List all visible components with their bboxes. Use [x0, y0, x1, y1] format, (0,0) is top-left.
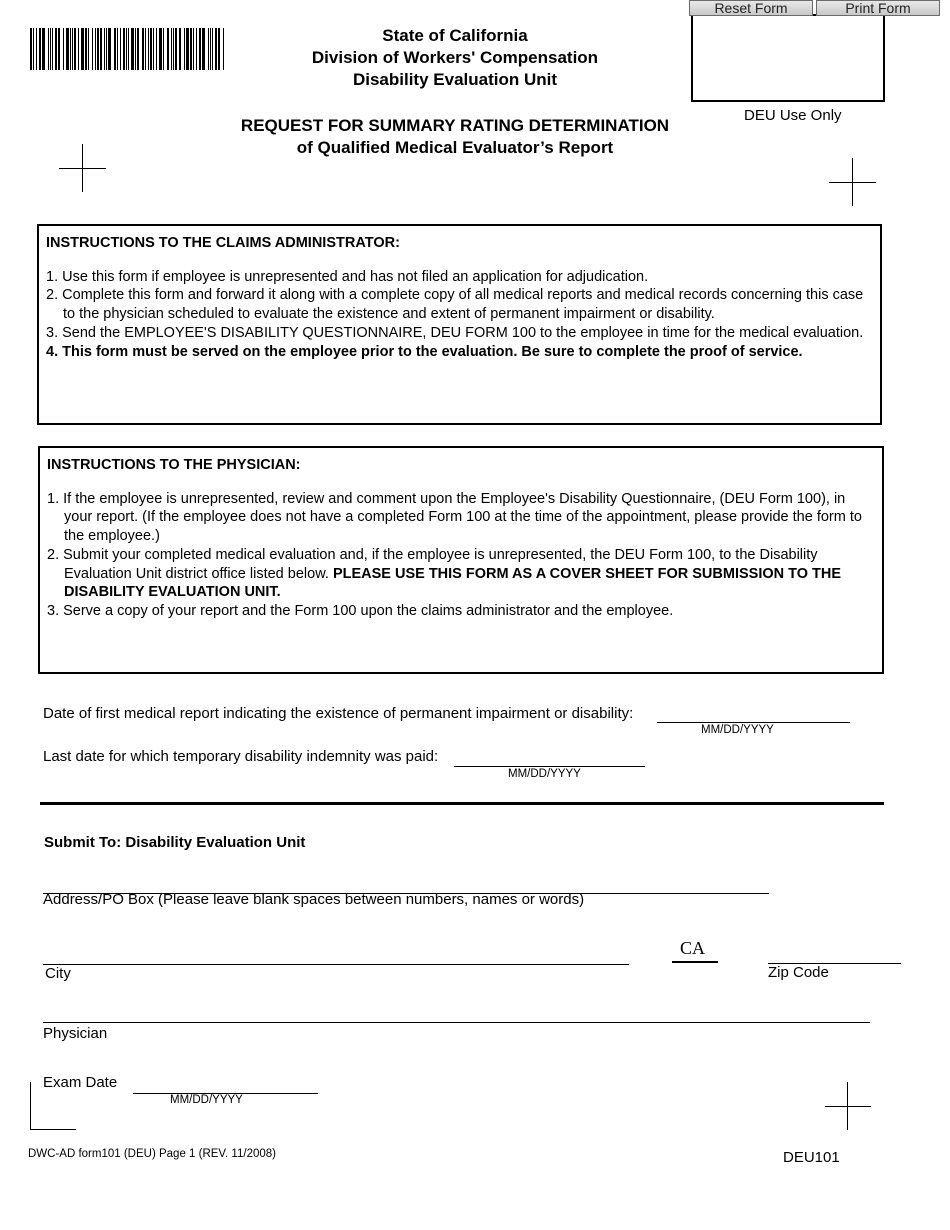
barcode-bar — [39, 28, 41, 70]
barcode-bar — [66, 28, 69, 70]
barcode-bar — [42, 28, 45, 70]
barcode-bar — [95, 28, 96, 70]
claims-admin-item-3: 3. Send the EMPLOYEE'S DISABILITY QUESTIONNAIRE, DEU FORM 100 to the employee in time for the medical evaluation. — [46, 324, 864, 341]
registration-mark-top-left-v — [82, 144, 83, 192]
barcode-bar — [114, 28, 116, 70]
zip-code-label: Zip Code — [768, 964, 829, 981]
barcode-bar — [85, 28, 87, 70]
barcode — [30, 28, 228, 70]
exam-date-hint: MM/DD/YYYY — [170, 1094, 243, 1106]
claims-admin-item-4: 4. This form must be served on the employee prior to the evaluation. Be sure to complete the proof of service. — [46, 343, 803, 360]
barcode-bar — [153, 28, 154, 70]
barcode-bar — [74, 28, 76, 70]
barcode-bar — [81, 28, 84, 70]
physician-label: Physician — [43, 1025, 108, 1042]
reset-form-button[interactable]: Reset Form — [689, 0, 813, 16]
physician-item-2 — [47, 546, 872, 602]
barcode-bar — [193, 28, 194, 70]
form-id-footer: DWC-AD form101 (DEU) Page 1 (REV. 11/2008) — [28, 1148, 276, 1160]
barcode-bar — [163, 28, 164, 70]
barcode-bar — [48, 28, 49, 70]
barcode-bar — [30, 28, 32, 70]
exam-date-input[interactable] — [133, 1076, 318, 1094]
state-underline — [672, 961, 718, 963]
barcode-bar — [36, 28, 37, 70]
barcode-bar — [63, 28, 64, 70]
barcode-bar — [58, 28, 60, 70]
header-division: Division of Workers' Compensation — [311, 48, 599, 67]
deu-use-only-label: DEU Use Only — [744, 107, 842, 124]
barcode-bar — [137, 28, 139, 70]
barcode-bar — [117, 28, 118, 70]
header-unit: Disability Evaluation Unit — [352, 70, 558, 89]
barcode-bar — [100, 28, 102, 70]
first-report-date-label: Date of first medical report indicating the existence of permanent impairment or disability: — [43, 705, 634, 722]
last-td-date-label: Last date for which temporary disability indemnity was paid: — [43, 748, 439, 765]
zip-code-input[interactable] — [768, 946, 901, 964]
barcode-bar — [175, 28, 177, 70]
claims-admin-heading: INSTRUCTIONS TO THE CLAIMS ADMINISTRATOR: — [46, 235, 400, 251]
submit-to-heading: Submit To: Disability Evaluation Unit — [44, 834, 306, 851]
barcode-bar — [186, 28, 189, 70]
barcode-bar — [184, 28, 185, 70]
barcode-bar — [55, 28, 57, 70]
barcode-bar — [108, 28, 111, 70]
physician-input[interactable] — [43, 1005, 870, 1023]
physician-instructions — [38, 446, 884, 674]
barcode-bar — [120, 28, 121, 70]
barcode-bar — [145, 28, 146, 70]
city-input[interactable] — [43, 947, 629, 965]
agency-header — [200, 25, 710, 91]
first-report-date-input[interactable] — [657, 705, 850, 723]
barcode-bar — [167, 28, 169, 70]
claims-admin-item-2: 2. Complete this form and forward it along with a complete copy of all medical reports and medical records concerning this case to the physician scheduled to evaluate the existence and extent of permanent impairment or disability. — [46, 287, 864, 323]
barcode-bar — [92, 28, 93, 70]
barcode-bar — [72, 28, 73, 70]
address-label: Address/PO Box (Please leave blank spaces between numbers, names or words) — [43, 891, 585, 908]
barcode-bar — [142, 28, 144, 70]
barcode-bar — [106, 28, 107, 70]
barcode-bar — [70, 28, 71, 70]
print-form-button[interactable]: Print Form — [816, 0, 940, 16]
exam-date-label: Exam Date — [43, 1074, 118, 1091]
title-line2: of Qualified Medical Evaluator’s Report — [296, 138, 614, 157]
barcode-bar — [88, 28, 89, 70]
physician-item-1: 1. If the employee is unrepresented, review and comment upon the Employee's Disability Questionnaire, (DEU Form 100), in your report. (If the employee does not have a completed Form 100 at the time of the appointment, please provide the form to the employee.) — [47, 490, 862, 545]
form-code-footer: DEU101 — [783, 1149, 840, 1166]
claims-admin-item-1: 1. Use this form if employee is unrepresented and has not filed an application for adjudication. — [46, 268, 649, 285]
title-line1: REQUEST FOR SUMMARY RATING DETERMINATION — [240, 116, 670, 135]
barcode-bar — [128, 28, 129, 70]
section-divider — [40, 802, 884, 805]
barcode-bar — [148, 28, 149, 70]
registration-mark-bottom-left-v — [30, 1082, 31, 1130]
last-td-date-input[interactable] — [454, 749, 645, 767]
barcode-bar — [78, 28, 79, 70]
registration-mark-bottom-right — [825, 1106, 871, 1107]
barcode-bar — [173, 28, 174, 70]
registration-mark-bottom-left — [30, 1129, 76, 1130]
physician-heading: INSTRUCTIONS TO THE PHYSICIAN: — [47, 457, 301, 473]
state-value: CA — [680, 938, 706, 958]
barcode-bar — [179, 28, 181, 70]
barcode-bar — [171, 28, 172, 70]
barcode-bar — [126, 28, 127, 70]
claims-administrator-instructions — [37, 224, 882, 425]
barcode-bar — [104, 28, 105, 70]
city-label: City — [45, 965, 71, 982]
barcode-bar — [50, 28, 51, 70]
deu-use-only-box — [691, 14, 885, 102]
barcode-bar — [150, 28, 152, 70]
barcode-bar — [190, 28, 192, 70]
last-td-date-hint: MM/DD/YYYY — [508, 768, 581, 780]
barcode-bar — [123, 28, 125, 70]
header-state: State of California — [382, 26, 528, 45]
registration-mark-bottom-right-v — [847, 1082, 848, 1130]
first-report-date-hint: MM/DD/YYYY — [701, 724, 774, 736]
physician-item-3: 3. Serve a copy of your report and the Form 100 upon the claims administrator and the employee. — [47, 602, 674, 619]
barcode-bar — [135, 28, 136, 70]
barcode-bar — [33, 28, 34, 70]
physician-item-2-text: 2. Submit your completed medical evaluation and, if the employee is unrepresented, the DEU Form 100, to the Disability Evaluation Unit district office listed below. — [47, 546, 818, 582]
barcode-bar — [52, 28, 53, 70]
physician-item-2-emphasis: PLEASE USE THIS FORM AS A COVER SHEET FOR SUBMISSION TO THE DISABILITY EVALUATION UNIT. — [64, 565, 842, 601]
barcode-bar — [97, 28, 99, 70]
barcode-bar — [196, 28, 197, 70]
form-title — [150, 115, 760, 159]
barcode-bar — [159, 28, 162, 70]
barcode-bar — [131, 28, 134, 70]
barcode-bar — [156, 28, 157, 70]
registration-mark-top-right-v — [852, 158, 853, 206]
